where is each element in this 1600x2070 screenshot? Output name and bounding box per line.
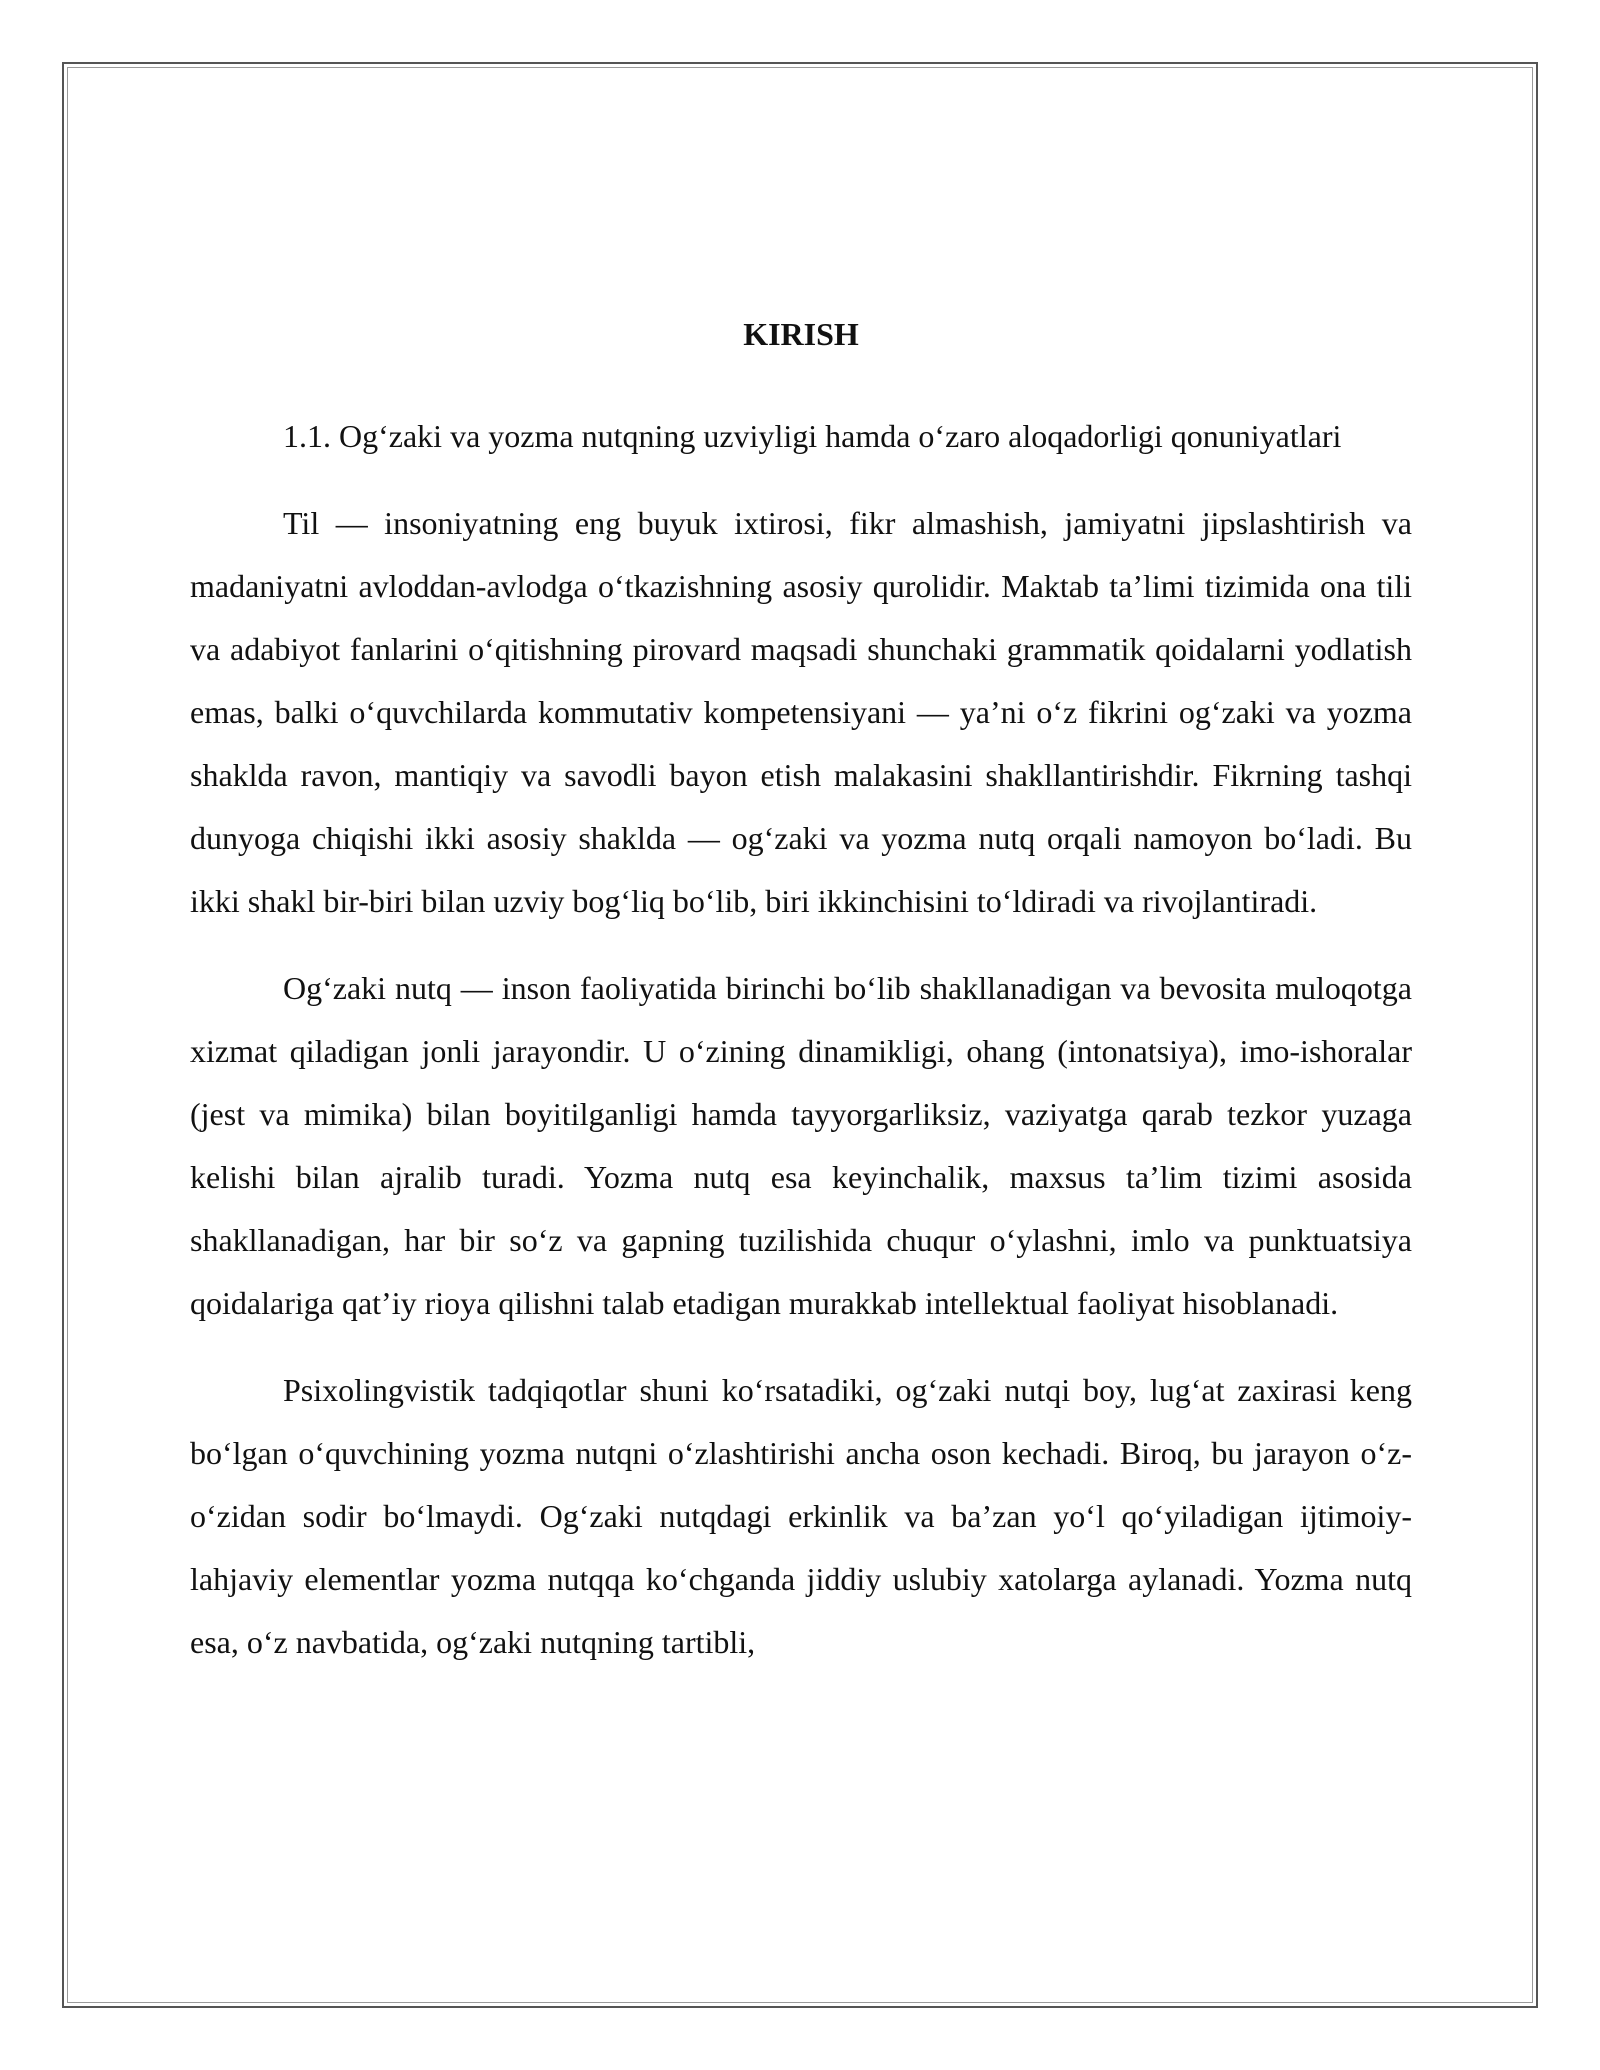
paragraph-3: Psixolingvistik tadqiqotlar shuni ko‘rsatadiki, og‘zaki nutqi boy, lug‘at zaxirasi keng bo‘lgan o‘quvchining yozma nutqni o‘zlashtirishi ancha oson kechadi. Biroq, bu jarayon o‘z-o‘zidan sodir bo‘lmaydi. Og‘zaki nutqdagi erkinlik va ba’zan yo‘l qo‘yiladigan ijtimoiy-lahjaviy elementlar yozma nutqqa ko‘chganda jiddiy uslubiy xatolarga aylanadi. Yozma nutq esa, o‘z navbatida, og‘zaki nutqning tartibli,	[190, 1372, 1412, 1660]
section-title: 1.1. Og‘zaki va yozma nutqning uzviyligi hamda o‘zaro aloqadorligi qonuniyatlari	[283, 418, 1342, 454]
paragraph-1: Til — insoniyatning eng buyuk ixtirosi, fikr almashish, jamiyatni jipslashtirish va madaniyatni avloddan-avlodga o‘tkazishning asosiy qurolidir. Maktab ta’limi tizimida ona tili va adabiyot fanlarini o‘qitishning pirovard maqsadi shunchaki grammatik qoidalarni yodlatish emas, balki o‘quvchilarda kommutativ kompetensiyani — ya’ni o‘z fikrini og‘zaki va yozma shaklda ravon, mantiqiy va savodli bayon etish malakasini shakllantirishdir. Fikrning tashqi dunyoga chiqishi ikki asosiy shaklda — og‘zaki va yozma nutq orqali namoyon bo‘ladi. Bu ikki shakl bir-biri bilan uzviy bog‘liq bo‘lib, biri ikkinchisini to‘ldiradi va rivojlantiradi.	[190, 505, 1412, 919]
paragraph-2: Og‘zaki nutq — inson faoliyatida birinchi bo‘lib shakllanadigan va bevosita muloqotga xizmat qiladigan jonli jarayondir. U o‘zining dinamikligi, ohang (intonatsiya), imo-ishoralar (jest va mimika) bilan boyitilganligi hamda tayyorgarliksiz, vaziyatga qarab tezkor yuzaga kelishi bilan ajralib turadi. Yozma nutq esa keyinchalik, maxsus ta’lim tizimi asosida shakllanadigan, har bir so‘z va gapning tuzilishida chuqur o‘ylashni, imlo va punktuatsiya qoidalariga qat’iy rioya qilishni talab etadigan murakkab intellektual faoliyat hisoblanadi.	[190, 970, 1412, 1321]
document-heading: KIRISH	[743, 316, 859, 352]
document-body	[190, 310, 1412, 1698]
